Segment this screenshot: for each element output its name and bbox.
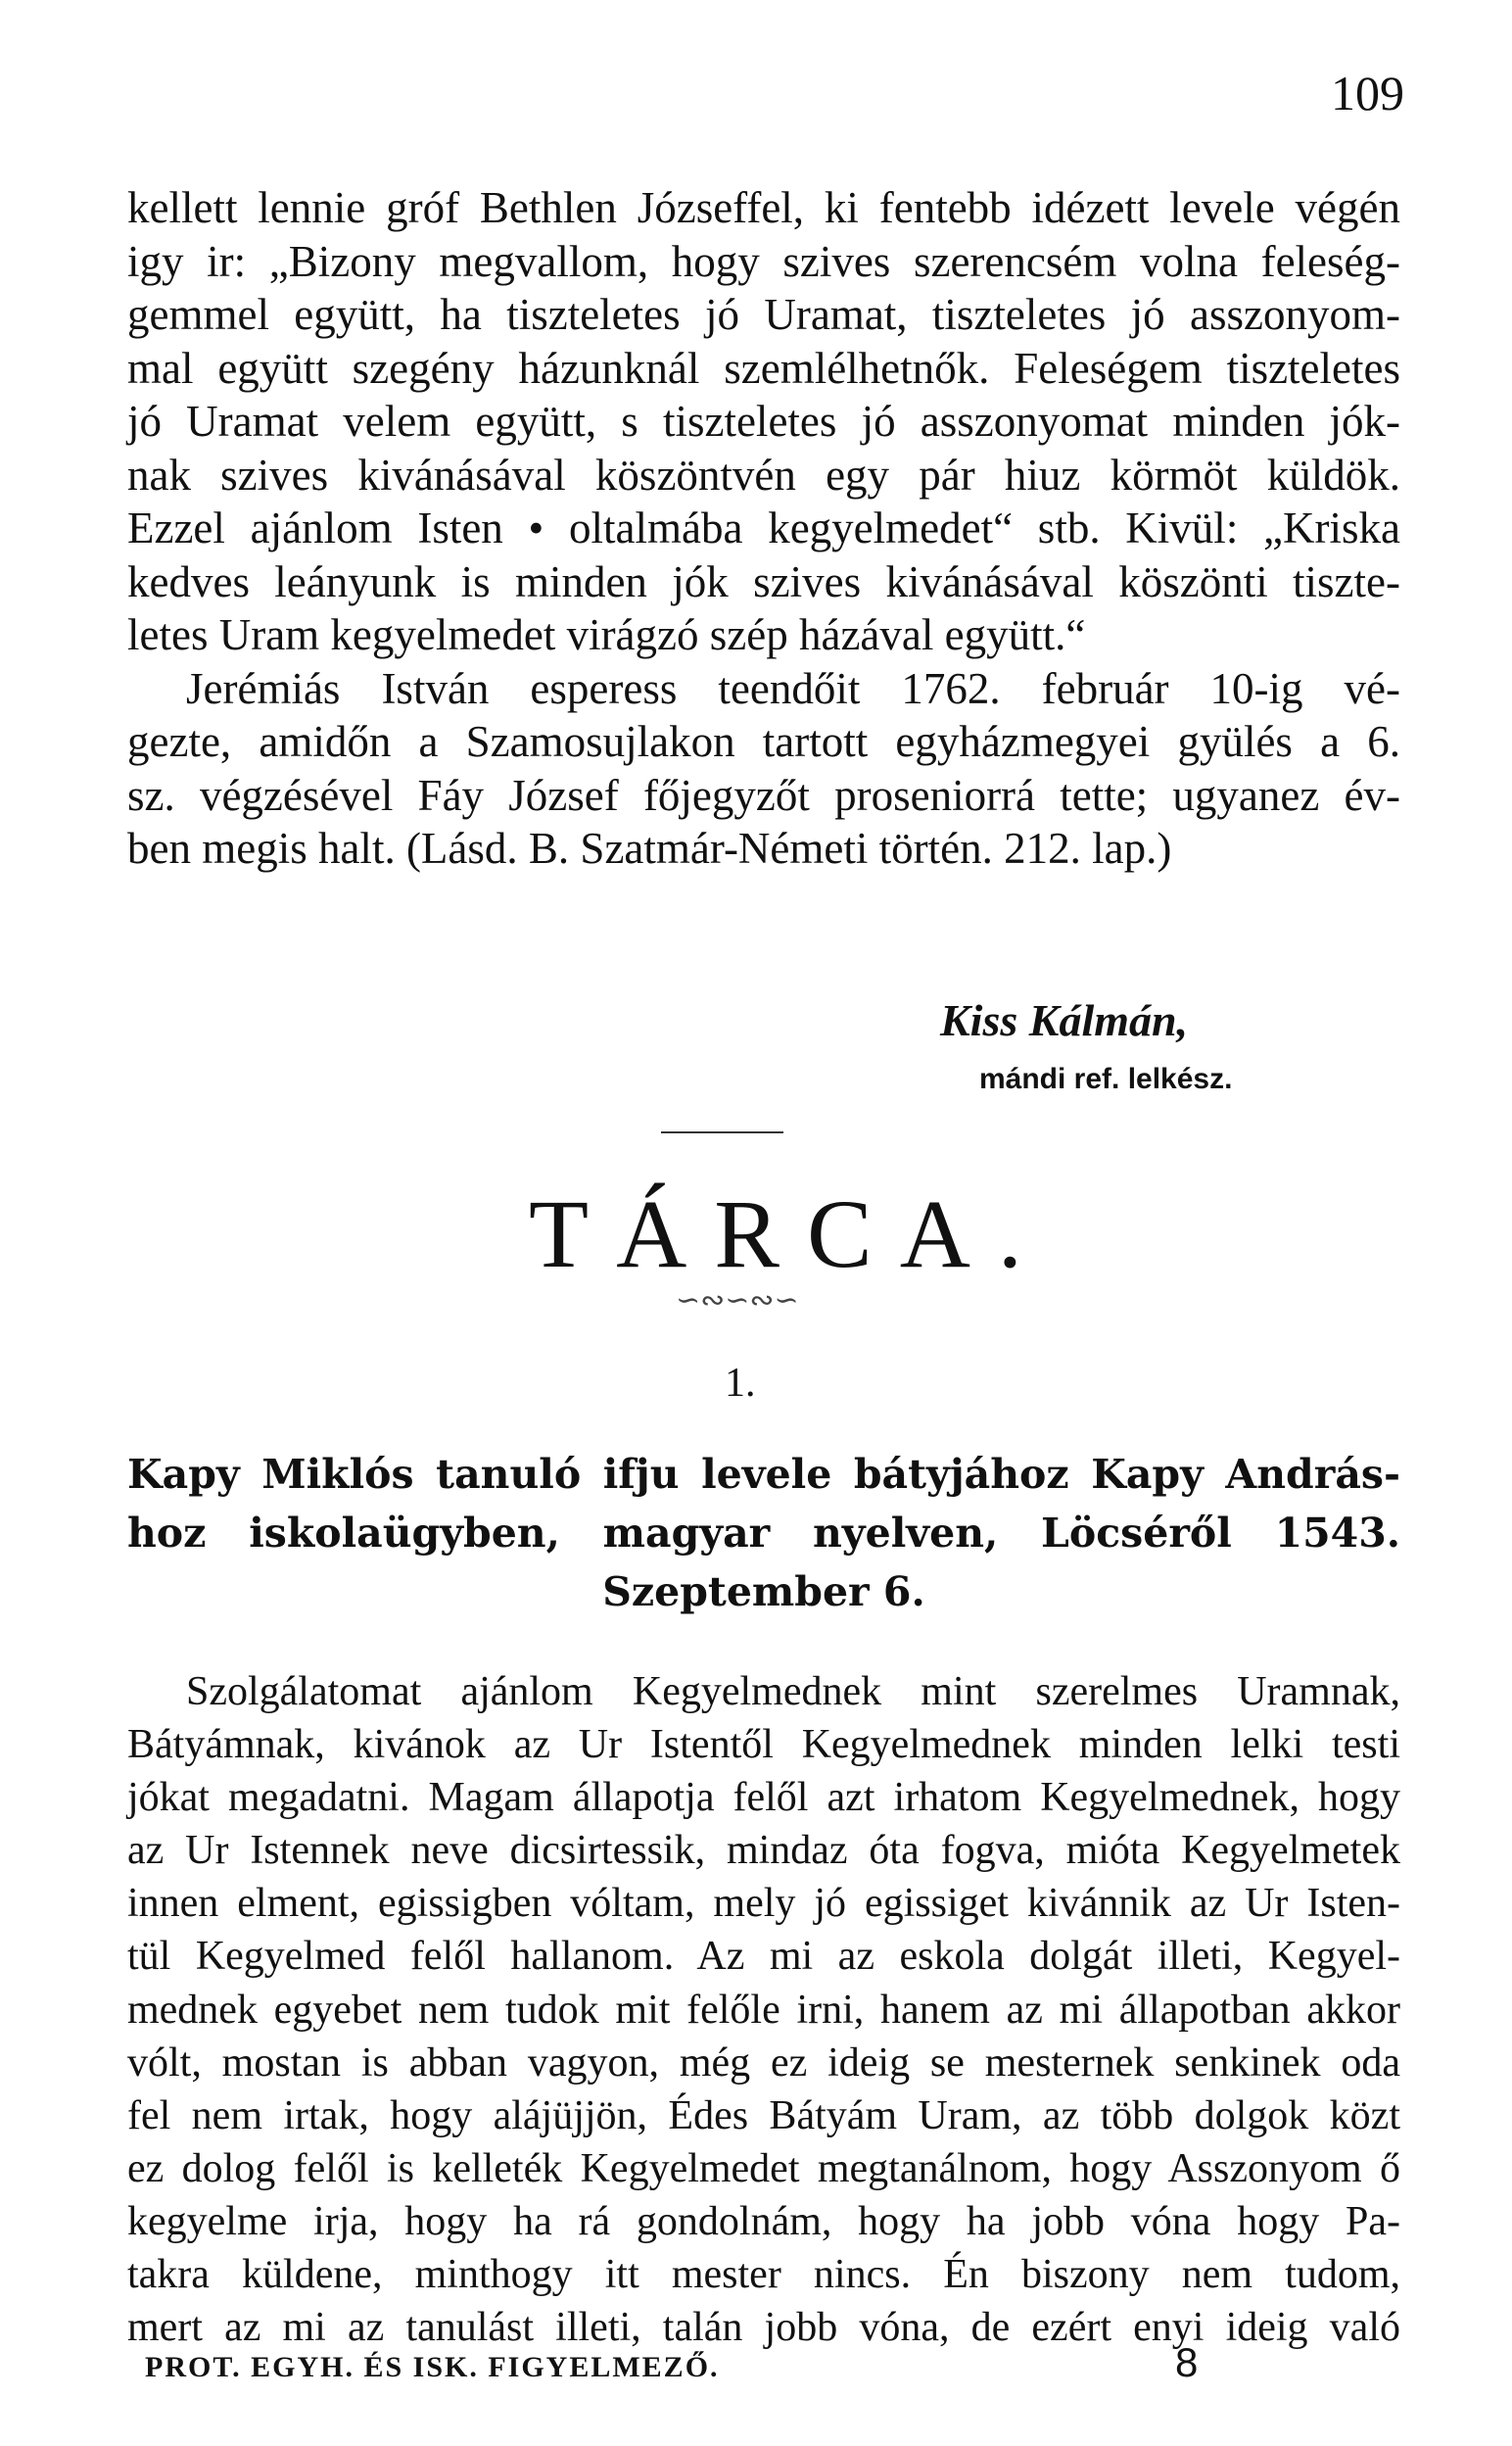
text-line: tül Kegyelmed felől hallanom. Az mi az eskola dolgát illeti, Kegyel- bbox=[127, 1934, 1400, 1980]
text-line: ben megis halt. (Lásd. B. Szatmár-Németi történ. 212. lap.) bbox=[127, 824, 1172, 873]
footer-signature-mark: 8 bbox=[1175, 2339, 1199, 2385]
section-title: TÁRCA. bbox=[529, 1179, 1050, 1288]
letter-text bbox=[127, 1665, 1400, 2354]
text-line: takra küldene, minthogy itt mester nincs. Én biszony nem tudom, bbox=[127, 2252, 1400, 2298]
text-line: gemmel együtt, ha tiszteletes jó Uramat, tiszteletes jó asszonyom- bbox=[127, 290, 1400, 339]
article-title-line: hoz iskolaügyben, magyar nyelven, Löcséről 1543. bbox=[127, 1510, 1400, 1557]
text-line: Szolgálatomat ajánlom Kegyelmednek mint szerelmes Uramnak, bbox=[186, 1669, 1400, 1714]
text-line: sz. végzésével Fáy József főjegyzőt proseniorrá tette; ugyanez év- bbox=[127, 770, 1400, 820]
text-line: Bátyámnak, kivánok az Ur Istentől Kegyelmednek minden lelki testi bbox=[127, 1722, 1400, 1768]
ornament-flourish-icon: ∽∾∽∾∽ bbox=[676, 1284, 799, 1317]
text-line: Ezzel ajánlom Isten • oltalmába kegyelmedet“ stb. Kivül: „Kriska bbox=[127, 504, 1400, 552]
text-line: az Ur Istennek neve dicsirtessik, mindaz óta fogva, mióta Kegyelmetek bbox=[127, 1828, 1400, 1874]
text-line: kellett lennie gróf Bethlen Józseffel, ki fentebb idézett levele végén bbox=[127, 183, 1400, 232]
text-line: letes Uram kegyelmedet virágzó szép házával együtt.“ bbox=[127, 610, 1086, 659]
text-line: kegyelme irja, hogy ha rá gondolnám, hogy ha jobb vóna hogy Pa- bbox=[127, 2198, 1400, 2244]
article-title bbox=[127, 1445, 1400, 1621]
text-line: fel nem irtak, hogy alájüjjön, Édes Bátyám Uram, az több dolgok közt bbox=[127, 2092, 1400, 2138]
page-number: 109 bbox=[1331, 66, 1404, 120]
text-line: vólt, mostan is abban vagyon, még ez ideig se mesternek senkinek oda bbox=[127, 2039, 1400, 2086]
article-number: 1. bbox=[725, 1361, 756, 1406]
text-line: Jerémiás István esperess teendőit 1762. február 10-ig vé- bbox=[186, 663, 1400, 713]
text-line: mert az mi az tanulást illeti, talán jobb vóna, de ezért enyi ideig való bbox=[127, 2305, 1400, 2351]
text-line: jó Uramat velem együtt, s tiszteletes jó asszonyomat minden jók- bbox=[127, 397, 1400, 446]
text-line: innen elment, egissigben vóltam, mely jó egissiget kivánnik az Ur Isten- bbox=[127, 1881, 1400, 1927]
text-line: jókat megadatni. Magam állapotja felől azt irhatom Kegyelmednek, hogy bbox=[127, 1775, 1400, 1821]
text-line: nak szives kivánásával köszöntvén egy pár hiuz körmöt küldök. bbox=[127, 450, 1400, 500]
section-divider bbox=[661, 1131, 783, 1133]
article-title-line: Szeptember 6. bbox=[602, 1568, 925, 1615]
signature-role: mándi ref. lelkész. bbox=[979, 1063, 1233, 1095]
text-line: igy ir: „Bizony megvallom, hogy szives szerencsém volna feleség- bbox=[127, 236, 1400, 286]
article-title-line: Kapy Miklós tanuló ifju levele bátyjához Kapy András- bbox=[127, 1451, 1400, 1498]
text-line: kedves leányunk is minden jók szives kivánásával köszönti tiszte- bbox=[127, 556, 1400, 606]
body-text bbox=[127, 181, 1400, 876]
text-line: gezte, amidőn a Szamosujlakon tartott egyházmegyei gyülés a 6. bbox=[127, 717, 1400, 766]
text-line: mednek egyebet nem tudok mit felőle irni, hanem az mi állapotban akkor bbox=[127, 1987, 1400, 2033]
text-line: ez dolog felől is kelleték Kegyelmedet megtanálnom, hogy Asszonyom ő bbox=[127, 2145, 1400, 2191]
text-line: mal együtt szegény házunknál szemlélhetnők. Feleségem tiszteletes bbox=[127, 343, 1400, 393]
footer-journal-title: PROT. EGYH. ÉS ISK. FIGYELMEZŐ. bbox=[145, 2351, 720, 2383]
signature-name: Kiss Kálmán, bbox=[940, 995, 1189, 1045]
